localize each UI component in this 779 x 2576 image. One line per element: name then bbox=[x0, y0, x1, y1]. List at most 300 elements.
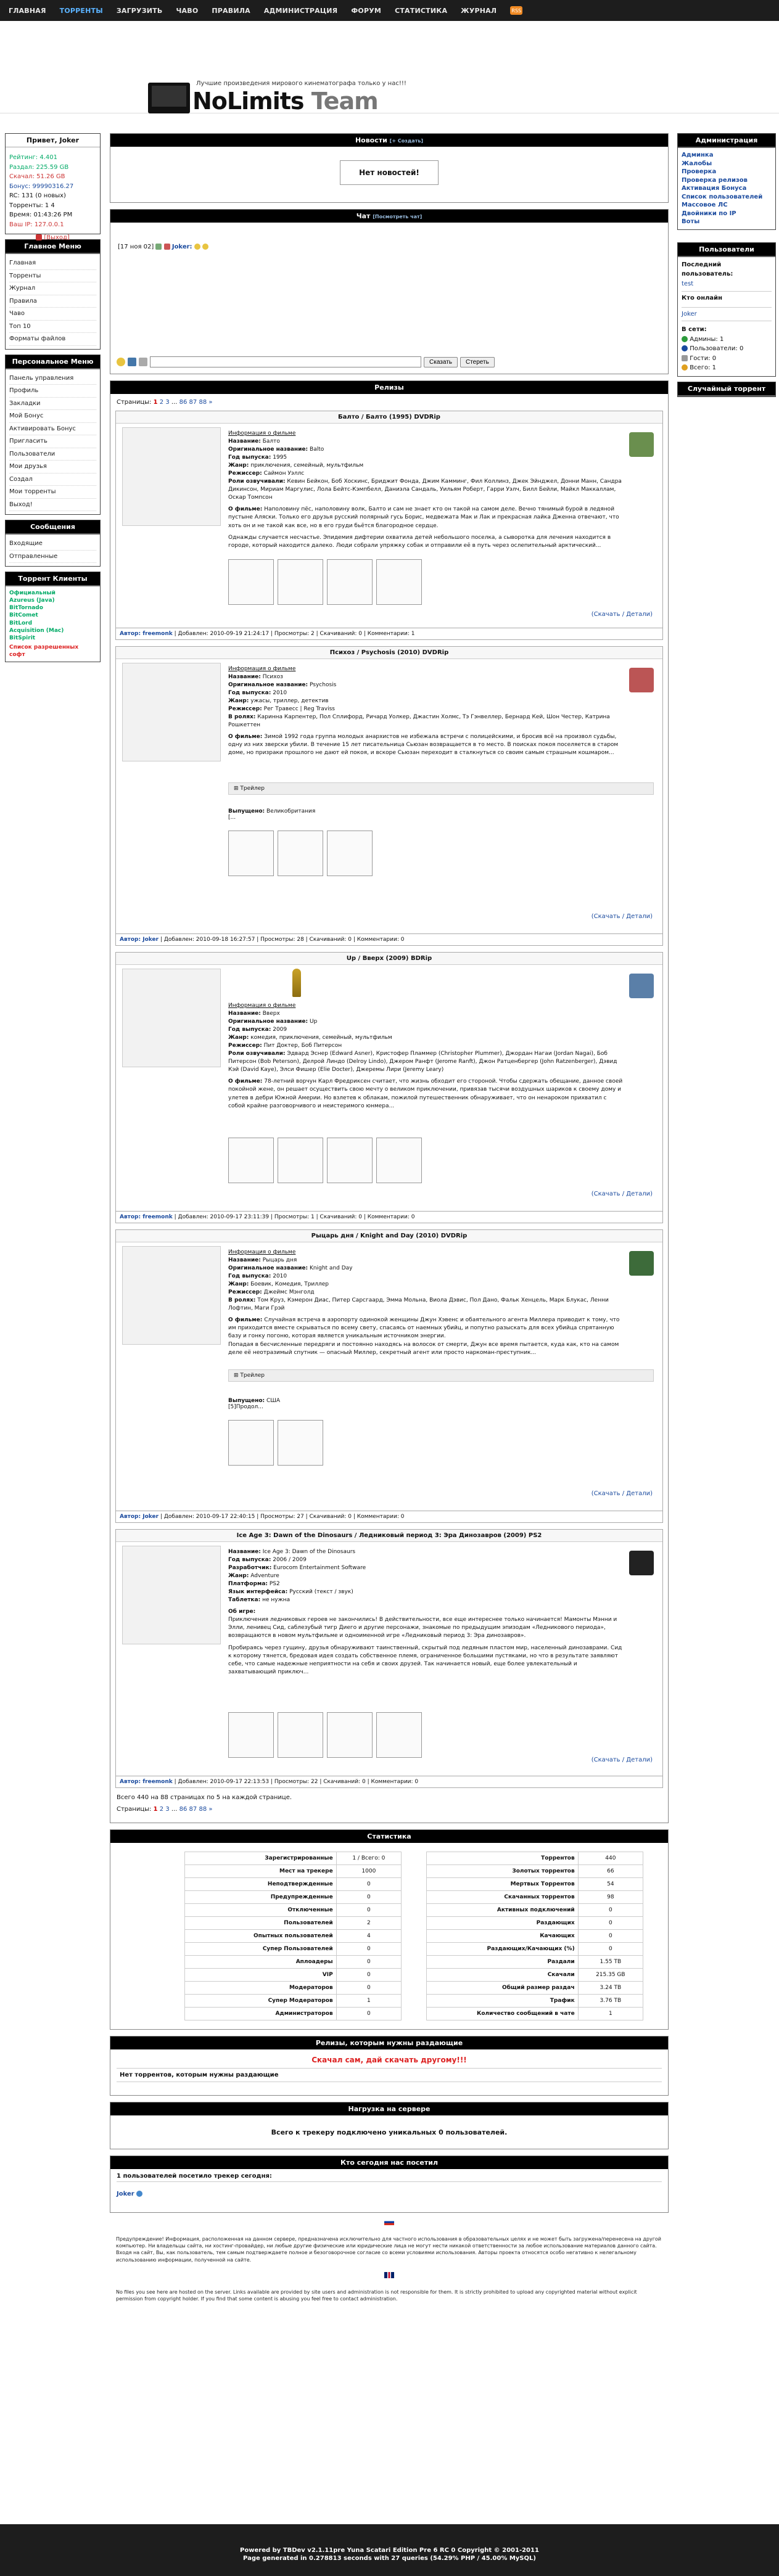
stats-row bbox=[185, 1865, 402, 1878]
trailer-spoiler[interactable]: ⊞ Трейлер bbox=[228, 782, 654, 795]
release-comments[interactable]: Комментарии: 0 bbox=[357, 1514, 405, 1520]
release-author[interactable]: Автор: freemonk bbox=[120, 1779, 173, 1785]
chat-send-button[interactable]: Сказать bbox=[424, 357, 458, 367]
menu-rules[interactable]: Правила bbox=[9, 295, 96, 308]
stats-value: 0 bbox=[336, 1878, 401, 1891]
stats-row bbox=[427, 1995, 643, 2008]
user-bonus[interactable]: Бонус: 99990316.27 bbox=[9, 183, 74, 190]
info-label: Режиссер: bbox=[228, 470, 262, 477]
stats-users-table bbox=[184, 1852, 402, 2020]
release-author[interactable]: Автор: freemonk bbox=[120, 1214, 173, 1220]
monitor-logo-icon bbox=[148, 83, 190, 113]
russian-flag-icon[interactable] bbox=[384, 2219, 394, 2225]
info-value: Рыцарь дня bbox=[262, 1257, 297, 1264]
release-meta bbox=[228, 1398, 280, 1410]
admin-user-list-link[interactable]: Список пользователей bbox=[682, 193, 763, 200]
menu-top10[interactable]: Топ 10 bbox=[9, 321, 96, 334]
stats-value: 0 bbox=[336, 1904, 401, 1917]
total-pages: Всего 440 на 88 страницах по 5 на каждой странице. bbox=[117, 1794, 292, 1801]
release-dots: [... bbox=[228, 814, 236, 821]
user-torrents: Торренты: 1 4 bbox=[9, 202, 55, 209]
client-bitcomet[interactable]: BitComet bbox=[9, 612, 38, 619]
stats-label: Зарегистрированные bbox=[185, 1852, 337, 1865]
main-content bbox=[110, 133, 669, 2306]
release-dots: [5]Продол... bbox=[228, 1404, 263, 1410]
stats-label: Общий размер раздач bbox=[427, 1982, 579, 1995]
info-label: Оригинальное название: bbox=[228, 682, 308, 689]
stats-row bbox=[427, 1891, 643, 1904]
nav-upload[interactable]: ЗАГРУЗИТЬ bbox=[116, 6, 163, 15]
user-ip: Ваш IP: 127.0.0.1 bbox=[9, 221, 64, 228]
help-icon[interactable] bbox=[139, 358, 147, 366]
info-label: Режиссер: bbox=[228, 706, 262, 713]
info-label: Жанр: bbox=[228, 1035, 249, 1041]
menu-faq[interactable]: Чаво bbox=[9, 308, 96, 321]
messages-menu bbox=[5, 520, 101, 567]
messages-title: Сообщения bbox=[6, 520, 100, 535]
chat-edit-icon[interactable] bbox=[155, 244, 162, 250]
nav-admin[interactable]: АДМИНИСТРАЦИЯ bbox=[263, 6, 338, 15]
info-value: Пробираясь через гущину, друзья обнаруживают таинственный, скрытый под ледяным пластом мир, населенный динозаврами. Сид к которому тянется, бредовая идея создать собственное племя, ограниченное большими пустяками, но что в результате заявляют себе, что самые надежные неприятности на себя и своих друзей. Так начинается новый, еще более увлекательный и захватывающий приключ... bbox=[228, 1644, 622, 1675]
menu-friends[interactable]: Мои друзья bbox=[9, 461, 96, 474]
stats-value: 0 bbox=[336, 2008, 401, 2020]
stats-label: Мест на трекере bbox=[185, 1865, 337, 1878]
stats-value: 4 bbox=[336, 1930, 401, 1943]
release-item bbox=[115, 1529, 663, 1788]
info-value: 1995 bbox=[273, 454, 287, 461]
info-label: О фильме: bbox=[228, 1317, 263, 1324]
admin-votes-link[interactable]: Воты bbox=[682, 218, 700, 225]
nav-home[interactable]: ГЛАВНАЯ bbox=[9, 6, 46, 15]
release-item bbox=[115, 646, 663, 946]
chat-smile-icon-2 bbox=[202, 244, 208, 250]
admin-dupe-ip-link[interactable]: Двойники по IP bbox=[682, 210, 736, 217]
page-2[interactable]: 2 bbox=[159, 399, 164, 406]
screenshot-thumb[interactable] bbox=[376, 1138, 422, 1183]
menu-my-torrents[interactable]: Мои торренты bbox=[9, 486, 96, 499]
menu-sent[interactable]: Отправленные bbox=[9, 551, 96, 564]
release-views: Просмотры: 28 bbox=[260, 937, 304, 943]
page-1: 1 bbox=[153, 399, 158, 406]
total-count: Всего: 1 bbox=[690, 364, 716, 371]
nav-rules[interactable]: ПРАВИЛА bbox=[212, 6, 250, 15]
release-title[interactable]: Ice Age 3: Dawn of the Dinosaurs / Ледниковый период 3: Эра Динозавров (2009) PS2 bbox=[116, 1530, 662, 1542]
site-logo[interactable] bbox=[192, 88, 378, 115]
chat-delete-icon[interactable] bbox=[164, 244, 170, 250]
release-downloads: Скачиваний: 0 bbox=[323, 1779, 366, 1785]
logo-second: Team bbox=[303, 88, 378, 115]
info-value: Попадая в бесчисленные передряги и постоянно находясь на волосок от смерти, Джун все время пытается, куда как, кто на самом деле её неотразимый спутник — опасный Миллер, секретный агент или просто наркоман-преступник... bbox=[228, 1341, 619, 1356]
user-rating: Рейтинг: 4.401 bbox=[9, 154, 57, 161]
screenshot-thumb[interactable] bbox=[327, 831, 373, 876]
release-footer: Автор: freemonk | Добавлен: 2010-09-17 23:11:39 | Просмотры: 1 | Скачиваний: 0 | Комментарии: 0 bbox=[116, 1211, 662, 1223]
info-label: Год выпуска: bbox=[228, 1273, 271, 1280]
stats-row bbox=[427, 2008, 643, 2020]
clients-allowed-link[interactable]: Список разрешенных софт bbox=[9, 644, 79, 658]
stats-row bbox=[185, 1852, 402, 1865]
release-comments[interactable]: Комментарии: 0 bbox=[371, 1779, 419, 1785]
info-value: Рег Травесс | Reg Traviss bbox=[263, 706, 335, 713]
admin-check-releases-link[interactable]: Проверка релизов bbox=[682, 176, 748, 184]
page-86[interactable]: 86 bbox=[179, 1806, 188, 1813]
release-comments[interactable]: Комментарии: 1 bbox=[367, 631, 415, 637]
stats-label: Опытных пользователей bbox=[185, 1930, 337, 1943]
info-label: Об игре: bbox=[228, 1609, 256, 1615]
admin-mass-pm-link[interactable]: Массовое ЛС bbox=[682, 202, 728, 208]
releases-panel bbox=[110, 380, 669, 1823]
info-label: Название: bbox=[228, 1549, 261, 1555]
info-label: Оригинальное название: bbox=[228, 1019, 308, 1025]
page-88[interactable]: 88 bbox=[199, 399, 207, 406]
info-label: Название: bbox=[228, 674, 261, 681]
info-value: Пит Доктер, Боб Питерсон bbox=[263, 1043, 342, 1049]
info-value: ужасы, триллер, детектив bbox=[250, 698, 329, 705]
guest-icon bbox=[682, 355, 688, 361]
last-user-link[interactable]: test bbox=[682, 280, 694, 287]
info-value: Саймон Уэллс bbox=[263, 470, 305, 477]
info-label: Роли озвучивали: bbox=[228, 478, 286, 485]
screenshot-thumb[interactable] bbox=[327, 1138, 373, 1183]
category-icon[interactable] bbox=[629, 432, 654, 457]
screenshots bbox=[228, 1712, 422, 1758]
client-bitspirit[interactable]: BitSpirit bbox=[9, 634, 36, 641]
pager-top bbox=[117, 399, 662, 406]
info-value: не нужна bbox=[262, 1597, 291, 1604]
release-added: Добавлен: 2010-09-19 21:24:17 bbox=[178, 631, 270, 637]
category-icon[interactable] bbox=[629, 974, 654, 998]
stats-value: 1 bbox=[336, 1995, 401, 2008]
visitors-title: Кто сегодня нас посетил bbox=[110, 2156, 668, 2169]
menu-bookmarks[interactable]: Закладки bbox=[9, 398, 96, 411]
info-label: Роли озвучивали: bbox=[228, 1051, 286, 1057]
release-title[interactable]: Up / Вверх (2009) BDRip bbox=[116, 953, 662, 965]
menu-log[interactable]: Журнал bbox=[9, 282, 96, 295]
trailer-label: Трейлер bbox=[240, 786, 265, 792]
page-3[interactable]: 3 bbox=[165, 399, 170, 406]
release-title[interactable]: Психоз / Psychosis (2010) DVDRip bbox=[116, 647, 662, 659]
nav-forum[interactable]: ФОРУМ bbox=[351, 6, 382, 15]
release-label: Выпущено: bbox=[228, 1398, 265, 1404]
info-heading: Информация о фильме bbox=[228, 1003, 296, 1009]
download-details-link[interactable]: (Скачать / Детали) bbox=[591, 913, 653, 920]
stats-row bbox=[185, 1930, 402, 1943]
release-comments[interactable]: Комментарии: 0 bbox=[357, 937, 405, 943]
menu-torrents[interactable]: Торренты bbox=[9, 270, 96, 283]
stats-value: 66 bbox=[578, 1865, 643, 1878]
stats-value: 1.55 TB bbox=[578, 1956, 643, 1969]
screenshot-thumb[interactable] bbox=[228, 831, 274, 876]
info-value: Случайная встреча в аэропорту одинокой женщины Джун Хэвенс и обаятельного агента Миллера приводит к тому, что им приходится вместе скрываться по всему свету, спасаясь от наемных убийц, и попутно разыскать для всех убийца спрятанную базу и гонку погоню, которая является уникальным источником энергии. bbox=[228, 1317, 620, 1340]
english-flag-icon[interactable] bbox=[384, 2272, 394, 2278]
release-info bbox=[228, 665, 623, 758]
category-icon[interactable] bbox=[629, 1551, 654, 1575]
release-value: США bbox=[266, 1398, 281, 1404]
need-seed-slogan: Скачал сам, дай скачать другому!!! bbox=[311, 2056, 467, 2064]
client-official[interactable]: Официальный bbox=[9, 590, 56, 596]
rss-icon[interactable]: RSS bbox=[510, 6, 522, 15]
download-details-link[interactable]: (Скачать / Детали) bbox=[591, 1757, 653, 1763]
oscar-icon bbox=[292, 969, 301, 997]
stats-value: 2 bbox=[336, 1917, 401, 1930]
download-details-link[interactable]: (Скачать / Детали) bbox=[591, 611, 653, 618]
release-title[interactable]: Рыцарь дня / Knight and Day (2010) DVDRip bbox=[116, 1230, 662, 1242]
poster-image[interactable] bbox=[122, 427, 221, 526]
page-dots: ... bbox=[171, 1806, 178, 1813]
stats-label: Мертвых Торрентов bbox=[427, 1878, 579, 1891]
screenshot-thumb[interactable] bbox=[278, 559, 323, 605]
chat-user[interactable]: Joker: bbox=[171, 244, 192, 250]
release-footer: Автор: freemonk | Добавлен: 2010-09-17 22:13:53 | Просмотры: 22 | Скачиваний: 0 | Комментарии: 0 bbox=[116, 1776, 662, 1787]
screenshot-thumb[interactable] bbox=[228, 1138, 274, 1183]
stats-value: 0 bbox=[336, 1943, 401, 1956]
trailer-spoiler[interactable]: ⊞ Трейлер bbox=[228, 1369, 654, 1382]
info-label: Год выпуска: bbox=[228, 1027, 271, 1033]
screenshot-thumb[interactable] bbox=[376, 559, 422, 605]
page-3[interactable]: 3 bbox=[165, 1806, 170, 1813]
chat-title: Чат bbox=[356, 212, 371, 220]
menu-profile[interactable]: Профиль bbox=[9, 385, 96, 398]
release-downloads: Скачиваний: 0 bbox=[309, 1514, 352, 1520]
menu-users[interactable]: Пользователи bbox=[9, 448, 96, 461]
admin-bonus-activation-link[interactable]: Активация Бонуса bbox=[682, 185, 747, 192]
screenshot-thumb[interactable] bbox=[228, 559, 274, 605]
online-user-link[interactable]: Joker bbox=[682, 307, 772, 322]
info-label: Название: bbox=[228, 1011, 261, 1017]
release-author[interactable]: Автор: Joker bbox=[120, 1514, 159, 1520]
admin-title: Администрация bbox=[678, 134, 775, 148]
page-88[interactable]: 88 bbox=[199, 1806, 207, 1813]
site-tagline: Лучшие произведения мирового кинематографа только у нас!!! bbox=[196, 80, 406, 87]
stats-row bbox=[427, 1943, 643, 1956]
stats-value: 3.24 TB bbox=[578, 1982, 643, 1995]
screenshot-thumb[interactable] bbox=[228, 1420, 274, 1466]
poster-image[interactable] bbox=[122, 663, 221, 761]
need-seed-title: Релизы, которым нужны раздающие bbox=[110, 2037, 668, 2049]
release-info bbox=[228, 1249, 623, 1357]
category-icon[interactable] bbox=[629, 1251, 654, 1276]
stats-value: 0 bbox=[578, 1943, 643, 1956]
stats-row bbox=[185, 1943, 402, 1956]
info-value: PS2 bbox=[269, 1581, 280, 1588]
info-label: Название: bbox=[228, 1257, 261, 1264]
page-86[interactable]: 86 bbox=[179, 399, 188, 406]
release-added: Добавлен: 2010-09-18 16:27:57 bbox=[163, 937, 255, 943]
client-acquisition[interactable]: Acquisition (Mac) bbox=[9, 627, 64, 634]
page-next[interactable]: » bbox=[208, 1806, 213, 1813]
news-add-link[interactable]: [+ Создать] bbox=[389, 138, 424, 144]
nav-torrents[interactable]: ТОРРЕНТЫ bbox=[59, 6, 103, 15]
screenshots bbox=[228, 1420, 323, 1466]
info-label: Таблетка: bbox=[228, 1597, 261, 1604]
info-heading: Информация о фильме bbox=[228, 1249, 296, 1255]
stats-label: Скачанных торрентов bbox=[427, 1891, 579, 1904]
chat-input[interactable] bbox=[150, 356, 421, 367]
menu-formats[interactable]: Форматы файлов bbox=[9, 333, 96, 346]
info-label: О фильме: bbox=[228, 734, 263, 740]
release-footer: Автор: Joker | Добавлен: 2010-09-18 16:27:57 | Просмотры: 28 | Скачиваний: 0 | Комментарии: 0 bbox=[116, 933, 662, 945]
release-info bbox=[228, 430, 623, 550]
footer-powered: Powered by TBDev v2.1.11pre Yuna Scatari Edition Pre 6 RC 0 Copyright © 2001-2011 bbox=[240, 2547, 539, 2554]
server-load-panel bbox=[110, 2102, 669, 2149]
info-value: Психоз bbox=[262, 674, 283, 681]
client-bittornado[interactable]: BitTornado bbox=[9, 605, 43, 612]
download-details-link[interactable]: (Скачать / Детали) bbox=[591, 1490, 653, 1497]
news-header bbox=[110, 134, 668, 147]
admin-panel-link[interactable]: Админка bbox=[682, 152, 714, 158]
client-azureus[interactable]: Azureus (Java) bbox=[9, 597, 55, 604]
page-87[interactable]: 87 bbox=[189, 1806, 197, 1813]
server-load-title: Нагрузка на сервере bbox=[110, 2102, 668, 2115]
stats-value: 1 / Всего: 0 bbox=[336, 1852, 401, 1865]
screenshot-thumb[interactable] bbox=[278, 1420, 323, 1466]
personal-menu-title: Персональное Меню bbox=[6, 355, 100, 369]
info-label: О фильме: bbox=[228, 506, 263, 513]
menu-invite[interactable]: Пригласить bbox=[9, 435, 96, 448]
visitors-count: 1 пользователей посетило трекер сегодня: bbox=[117, 2173, 662, 2182]
nav-log[interactable]: ЖУРНАЛ bbox=[461, 6, 497, 15]
language-flag-ru[interactable] bbox=[110, 2219, 669, 2227]
info-value: Psychosis bbox=[310, 682, 337, 689]
online-title: Пользователи bbox=[678, 243, 775, 257]
admin-check-link[interactable]: Проверка bbox=[682, 168, 717, 175]
page-87[interactable]: 87 bbox=[189, 399, 197, 406]
client-bitlord[interactable]: BitLord bbox=[9, 620, 33, 626]
stats-label: Пользователей bbox=[185, 1917, 337, 1930]
main-menu-title: Главное Меню bbox=[6, 240, 100, 254]
chat-clear-button[interactable]: Стереть bbox=[460, 357, 495, 367]
info-value: Adventure bbox=[250, 1573, 279, 1580]
info-value: Приключения ледниковых героев не закончились! В действительности, все еще интереснее только начинается! Мамонты Мэнни и Элли, ленивец Сид, саблезубый тигр Диего и другие персонажи, знакомые по предыдущим эпизодам «Ледникового периода», возвращаются в новом мультфильме и одноименной игре «Ледниковый период 3: Эра динозавров». bbox=[228, 1617, 617, 1639]
stats-label: Скачали bbox=[427, 1969, 579, 1982]
nav-stats[interactable]: СТАТИСТИКА bbox=[395, 6, 448, 15]
stats-row bbox=[185, 1878, 402, 1891]
admins-count: Админы: 1 bbox=[690, 335, 724, 343]
info-value: Русский (текст / звук) bbox=[289, 1589, 353, 1596]
category-icon[interactable] bbox=[629, 668, 654, 692]
info-value: Up bbox=[310, 1019, 318, 1025]
guests-count: Гости: 0 bbox=[690, 355, 717, 362]
screenshots bbox=[228, 1138, 422, 1183]
info-value: Ice Age 3: Dawn of the Dinosaurs bbox=[262, 1549, 356, 1555]
info-value: Eurocom Entertainment Software bbox=[273, 1565, 366, 1572]
chat-history-link[interactable]: [Посмотреть чат] bbox=[373, 214, 422, 219]
disclaimer-en: No files you see here are hosted on the server. Links available are provided by site users and administration is not responsible for them. It is strictly prohibited to upload any copyrighted material without explicit permission from copyright holder. If you find that some content is abusing you feel free to contact administration. bbox=[116, 2289, 637, 2302]
info-value: 78-летний ворчун Карл Фредриксен считает, что жизнь обходит его стороной. Чтобы сдержать обещание, данное своей покойной жене, он решает осуществить свою мечту о великом приключении, привязав тысячи воздушных шариков к своему дому и улетев в дебри Южной Америи. Но взлетев к облакам, пожилой путешественник обнаруживает, что он ненароком прихватил с собой крайне разговорчивого и неистеримого юнмера... bbox=[228, 1078, 623, 1109]
release-views: Просмотры: 2 bbox=[274, 631, 315, 637]
stats-label: Модераторов bbox=[185, 1982, 337, 1995]
random-torrent-title[interactable]: Случайный торрент bbox=[678, 382, 775, 396]
release-item bbox=[115, 1229, 663, 1523]
info-value: 2010 bbox=[273, 1273, 287, 1280]
poster-image[interactable] bbox=[122, 1546, 221, 1644]
poster-image[interactable] bbox=[122, 969, 221, 1067]
page-dots: ... bbox=[171, 399, 178, 406]
need-seed-empty: Нет торрентов, которым нужны раздающие bbox=[117, 2068, 662, 2082]
info-value: Джеймс Мэнголд bbox=[263, 1289, 315, 1296]
trailer-label: Трейлер bbox=[240, 1372, 265, 1379]
user-block bbox=[5, 133, 101, 241]
release-downloads: Скачиваний: 0 bbox=[309, 937, 352, 943]
info-value: Вверх bbox=[262, 1011, 280, 1017]
menu-created[interactable]: Создал bbox=[9, 474, 96, 486]
release-title[interactable]: Балто / Балто (1995) DVDRip bbox=[116, 411, 662, 424]
screenshot-thumb[interactable] bbox=[376, 1712, 422, 1758]
page-next[interactable]: » bbox=[208, 399, 213, 406]
info-heading: Информация о фильме bbox=[228, 430, 296, 437]
info-value: Наполовину пёс, наполовину волк, Балто и сам не знает кто он такой на самом деле. Вечно тянимый бурой в ледяной пустыне Аляски. Только его друзья русский полярный гусь Борис, медвежата Мак и Лак и прекрасная лайка Дженна отвечают, что хоть он и не такой как все, но в его груди бьётся благородное сердце. bbox=[228, 506, 619, 529]
release-item bbox=[115, 952, 663, 1223]
screenshot-thumb[interactable] bbox=[228, 1712, 274, 1758]
language-flag-en[interactable] bbox=[110, 2272, 669, 2280]
download-details-link[interactable]: (Скачать / Детали) bbox=[591, 1191, 653, 1197]
screenshot-thumb[interactable] bbox=[278, 831, 323, 876]
release-value: Великобритания bbox=[266, 808, 316, 814]
stats-label: Администраторов bbox=[185, 2008, 337, 2020]
screenshots bbox=[228, 559, 422, 605]
menu-inbox[interactable]: Входящие bbox=[9, 538, 96, 551]
admin-reports-link[interactable]: Жалобы bbox=[682, 160, 712, 167]
menu-home[interactable]: Главная bbox=[9, 257, 96, 270]
info-value: приключения, семейный, мультфильм bbox=[250, 462, 364, 469]
menu-my-bonus[interactable]: Мой Бонус bbox=[9, 410, 96, 423]
poster-image[interactable] bbox=[122, 1246, 221, 1345]
screenshot-thumb[interactable] bbox=[278, 1712, 323, 1758]
stats-value: 0 bbox=[336, 1891, 401, 1904]
stats-label: Раздающих/Качающих (%) bbox=[427, 1943, 579, 1956]
stats-label: Отключенные bbox=[185, 1904, 337, 1917]
screenshots bbox=[228, 831, 373, 876]
refresh-icon[interactable] bbox=[128, 358, 136, 366]
logout-link[interactable]: [Выход] bbox=[44, 234, 70, 241]
release-author[interactable]: Автор: freemonk bbox=[120, 631, 173, 637]
release-item bbox=[115, 411, 663, 640]
users-count: Пользователи: 0 bbox=[690, 345, 744, 352]
stats-label: Супер Модераторов bbox=[185, 1995, 337, 2008]
info-heading: Информация о фильме bbox=[228, 666, 296, 672]
nav-faq[interactable]: ЧАВО bbox=[176, 6, 199, 15]
release-downloads: Скачиваний: 0 bbox=[319, 631, 362, 637]
visitor-user-link[interactable]: Joker bbox=[117, 2191, 134, 2197]
page-2[interactable]: 2 bbox=[159, 1806, 164, 1813]
release-views: Просмотры: 1 bbox=[274, 1214, 315, 1220]
info-value: Кевин Бейкон, Боб Хоскинс, Бриджит Фонда, Джим Камминг, Фил Коллинз, Джек Эйнджел, Донни Манн, Сандра Дикинсон, Мириам Маргулис, Лола Бейтс-Кэмпбелл, Даниэла Сандаль, Уильям Роберт, Гарри Уэлч, Билл Бейли, Майкл Маккаллам, Оскар Томпсон bbox=[228, 478, 622, 501]
news-title: Новости bbox=[355, 136, 387, 144]
smiley-icon[interactable] bbox=[117, 358, 125, 366]
screenshot-thumb[interactable] bbox=[327, 1712, 373, 1758]
menu-exit[interactable]: Выход! bbox=[9, 499, 96, 512]
stats-row bbox=[427, 1917, 643, 1930]
info-value: Knight and Day bbox=[310, 1265, 353, 1272]
user-rc[interactable]: RC: 131 (0 новых) bbox=[9, 192, 66, 199]
release-author[interactable]: Автор: Joker bbox=[120, 937, 159, 943]
stats-row bbox=[427, 1956, 643, 1969]
info-value: Балто bbox=[262, 438, 280, 445]
pager-label: Страницы: bbox=[117, 1806, 152, 1813]
menu-control-panel[interactable]: Панель управления bbox=[9, 372, 96, 385]
info-label: Оригинальное название: bbox=[228, 1265, 308, 1272]
info-value: 2006 / 2009 bbox=[273, 1557, 307, 1564]
menu-activate-bonus[interactable]: Активировать Бонус bbox=[9, 423, 96, 436]
stats-row bbox=[185, 1969, 402, 1982]
visitors-today-panel bbox=[110, 2156, 669, 2213]
screenshot-thumb[interactable] bbox=[278, 1138, 323, 1183]
user-time: Время: 01:43:26 PM bbox=[9, 211, 73, 218]
last-user-label: Последний пользователь: bbox=[682, 261, 733, 277]
release-comments[interactable]: Комментарии: 0 bbox=[367, 1214, 415, 1220]
stats-label: Неподтвержденные bbox=[185, 1878, 337, 1891]
screenshot-thumb[interactable] bbox=[327, 559, 373, 605]
pager-bottom bbox=[117, 1806, 662, 1813]
